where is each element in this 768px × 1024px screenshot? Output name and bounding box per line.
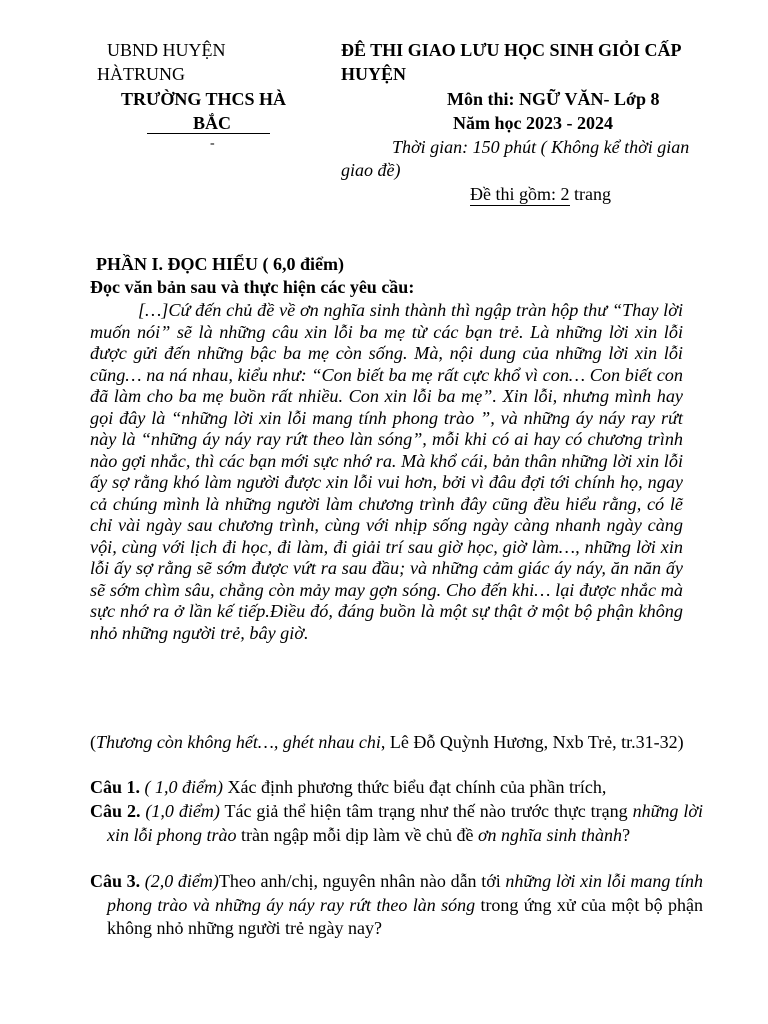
question-3-italic-a: những lời xin lỗi mang tính phong trào và những áy náy ray rứt theo làn sóng [107,871,703,915]
school-name-line1: TRƯỜNG THCS HÀ [121,89,287,109]
question-1-points: ( 1,0 điểm) [140,777,223,797]
citation-open: ( [90,732,96,752]
passage-citation [90,731,690,753]
question-2-text-b: tràn ngập mỗi dịp làm về chủ đề [236,824,478,845]
question-1 [90,776,703,800]
school-underline [147,133,270,134]
exam-pages-suffix: trang [574,184,611,204]
question-3-text-a: Theo anh/chị, nguyên nhân nào dẫn tới [218,871,506,891]
authority-line2: HÀTRUNG [97,64,185,84]
school-name-line2: BẮC [193,113,232,133]
question-2-italic-a: những lời xin lỗi phong trào [107,801,703,845]
exam-title-line2: HUYỆN [341,64,407,84]
exam-pages-label: Đề thi gồm: 2 [470,184,570,204]
question-2-italic-b: ơn nghĩa sinh thành [477,824,623,845]
question-2 [90,800,703,847]
exam-time-line1: Thời gian: 150 phút ( Không kể thời gian [392,137,690,157]
question-3-points: (2,0 điểm) [140,871,219,891]
citation-rest: , Lê Đỗ Quỳnh Hương, Nxb Trẻ, tr.31-32) [380,732,684,752]
section1-instruction: Đọc văn bản sau và thực hiện các yêu cầu: [90,277,415,297]
exam-subject: Môn thi: NGỮ VĂN- Lớp 8 [447,89,660,109]
question-1-label: Câu 1. [90,777,141,797]
question-3-label: Câu 3. [90,871,141,891]
question-1-text: Xác định phương thức biểu đạt chính của phần trích, [223,777,607,797]
question-2-text-c: ? [622,824,631,845]
exam-time-line2: giao đề) [341,160,401,180]
question-2-text-a: Tác giả thể hiện tâm trạng như thế nào trước thực trạng [219,801,633,821]
exam-title-line1: ĐÊ THI GIAO LƯU HỌC SINH GIỎI CẤP [341,40,682,60]
question-2-label: Câu 2. [90,801,141,821]
question-3-text-b: trong ứng xử của một bộ phận không nhỏ những người trẻ ngày nay? [107,894,704,938]
reading-passage: […]Cứ đến chủ đề về ơn nghĩa sinh thành thì ngập tràn hộp thư “Thay lời muốn nói” sẽ là những câu xin lỗi ba mẹ từ các bạn trẻ. Là những lời xin lỗi được gửi đến những bậc ba mẹ còn sống. Mà, nội dung của những lời xin lỗi cũng… na ná nhau, kiểu như: “Con biết ba mẹ rất cực khổ vì con… Con biết con đã làm cho ba mẹ buồn rất nhiều. Con xin lỗi ba mẹ”. Xin lỗi, nhưng mình hay gọi đây là “những lời xin lỗi mang tính phong trào ”, và những áy náy ray rứt này là “những áy náy ray rứt theo làn sóng”, mỗi khi có ai hay có chương trình nào gợi nhắc, thì các bạn mới sực nhớ ra. Mà khổ cái, bản thân những lời xin lỗi ấy sợ rằng khó làm người được xin lỗi vui hơn, bởi vì đâu đợi tới chính họ, ngay cả chúng mình là những người làm chương trình đây cũng đều hiểu rằng, có lẽ chỉ vài ngày sau chương trình, cùng với nhịp sống ngày càng nhanh ngày càng vội, cùng với lịch đi học, đi làm, đi giải trí sau giờ học, giờ làm…, những lời xin lỗi ấy sợ rằng sẽ sớm được vứt ra sau đầu; và những cảm giác áy náy, ăn năn ấy sẽ sớm chìm sâu, chẳng còn mảy may gợn sóng. Cho đến khi… lại được nhắc mà sực nhớ ra ở lần kế tiếp.Điều đó, đáng buồn là một sự thật ở một bộ phận không nhỏ những người trẻ, bây giờ. [90,300,683,643]
question-3 [90,870,703,941]
section1-heading: PHẦN I. ĐỌC HIỂU ( 6,0 điểm) [96,254,344,274]
authority-line1: UBND HUYỆN [107,40,226,60]
exam-year: Năm học 2023 - 2024 [453,113,613,133]
question-2-points: (1,0 điểm) [140,801,220,821]
exam-pages [470,182,611,206]
header-mark: - [210,136,215,151]
citation-work: Thương còn không hết…, ghét nhau chi [96,732,381,752]
